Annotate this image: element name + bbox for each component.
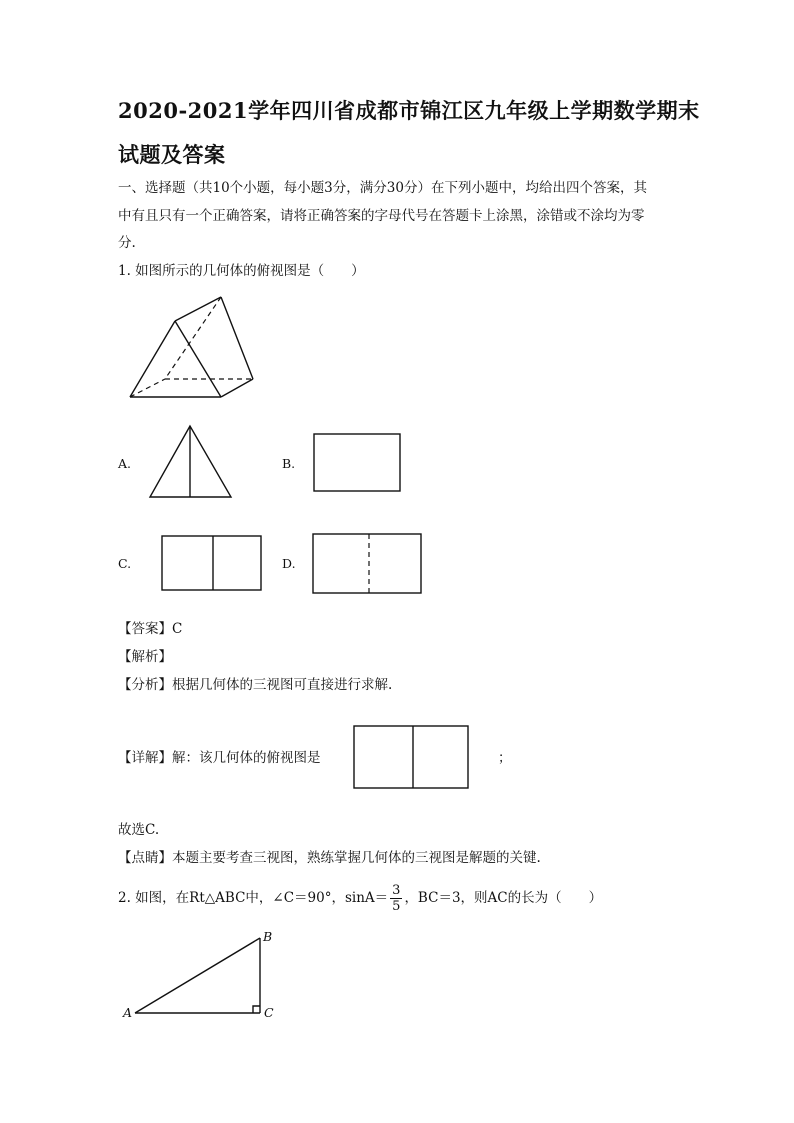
q1-analysis-label: 【解析】 (118, 649, 172, 665)
q1-answer: 【答案】C (118, 621, 183, 637)
section-instructions-line3: 分. (118, 235, 136, 251)
q2-fraction-denominator: 5 (392, 899, 401, 914)
document-title-line2: 试题及答案 (118, 142, 226, 167)
section-instructions-line1: 一、选择题（共10个小题，每小题3分，满分30分）在下列小题中，均给出四个答案，其 (118, 180, 647, 196)
q1-option-c-label: C. (118, 556, 132, 571)
q1-option-a-label: A. (118, 456, 132, 471)
document-title-line1: 2020-2021学年四川省成都市锦江区九年级上学期数学期末 (118, 98, 700, 123)
q1-fenxi: 【分析】根据几何体的三视图可直接进行求解. (118, 677, 393, 693)
q1-stem: 1. 如图所示的几何体的俯视图是（ ） (118, 263, 365, 279)
q2-stem-part1: 2. 如图，在Rt△ABC中，∠C＝90°，sinA＝ (118, 890, 389, 906)
section-instructions-line2: 中有且只有一个正确答案，请将正确答案的字母代号在答题卡上涂黑，涂错或不涂均为零 (118, 208, 645, 224)
q2-label-a: A (123, 1005, 133, 1020)
q1-option-d-label: D. (282, 556, 296, 571)
q1-comment: 【点睛】本题主要考查三视图，熟练掌握几何体的三视图是解题的关键. (118, 850, 541, 866)
q2-label-b: B (263, 929, 273, 944)
q1-conclusion: 故选C. (118, 822, 160, 838)
q2-fraction-numerator: 3 (392, 883, 401, 898)
q1-detail: 【详解】解：该几何体的俯视图是 (118, 750, 321, 766)
q2-stem-part2: ，BC＝3，则AC的长为（ ） (404, 890, 603, 906)
q1-option-b-label: B. (282, 456, 296, 471)
q2-label-c: C (264, 1005, 274, 1020)
q1-detail-end: ； (498, 750, 512, 766)
